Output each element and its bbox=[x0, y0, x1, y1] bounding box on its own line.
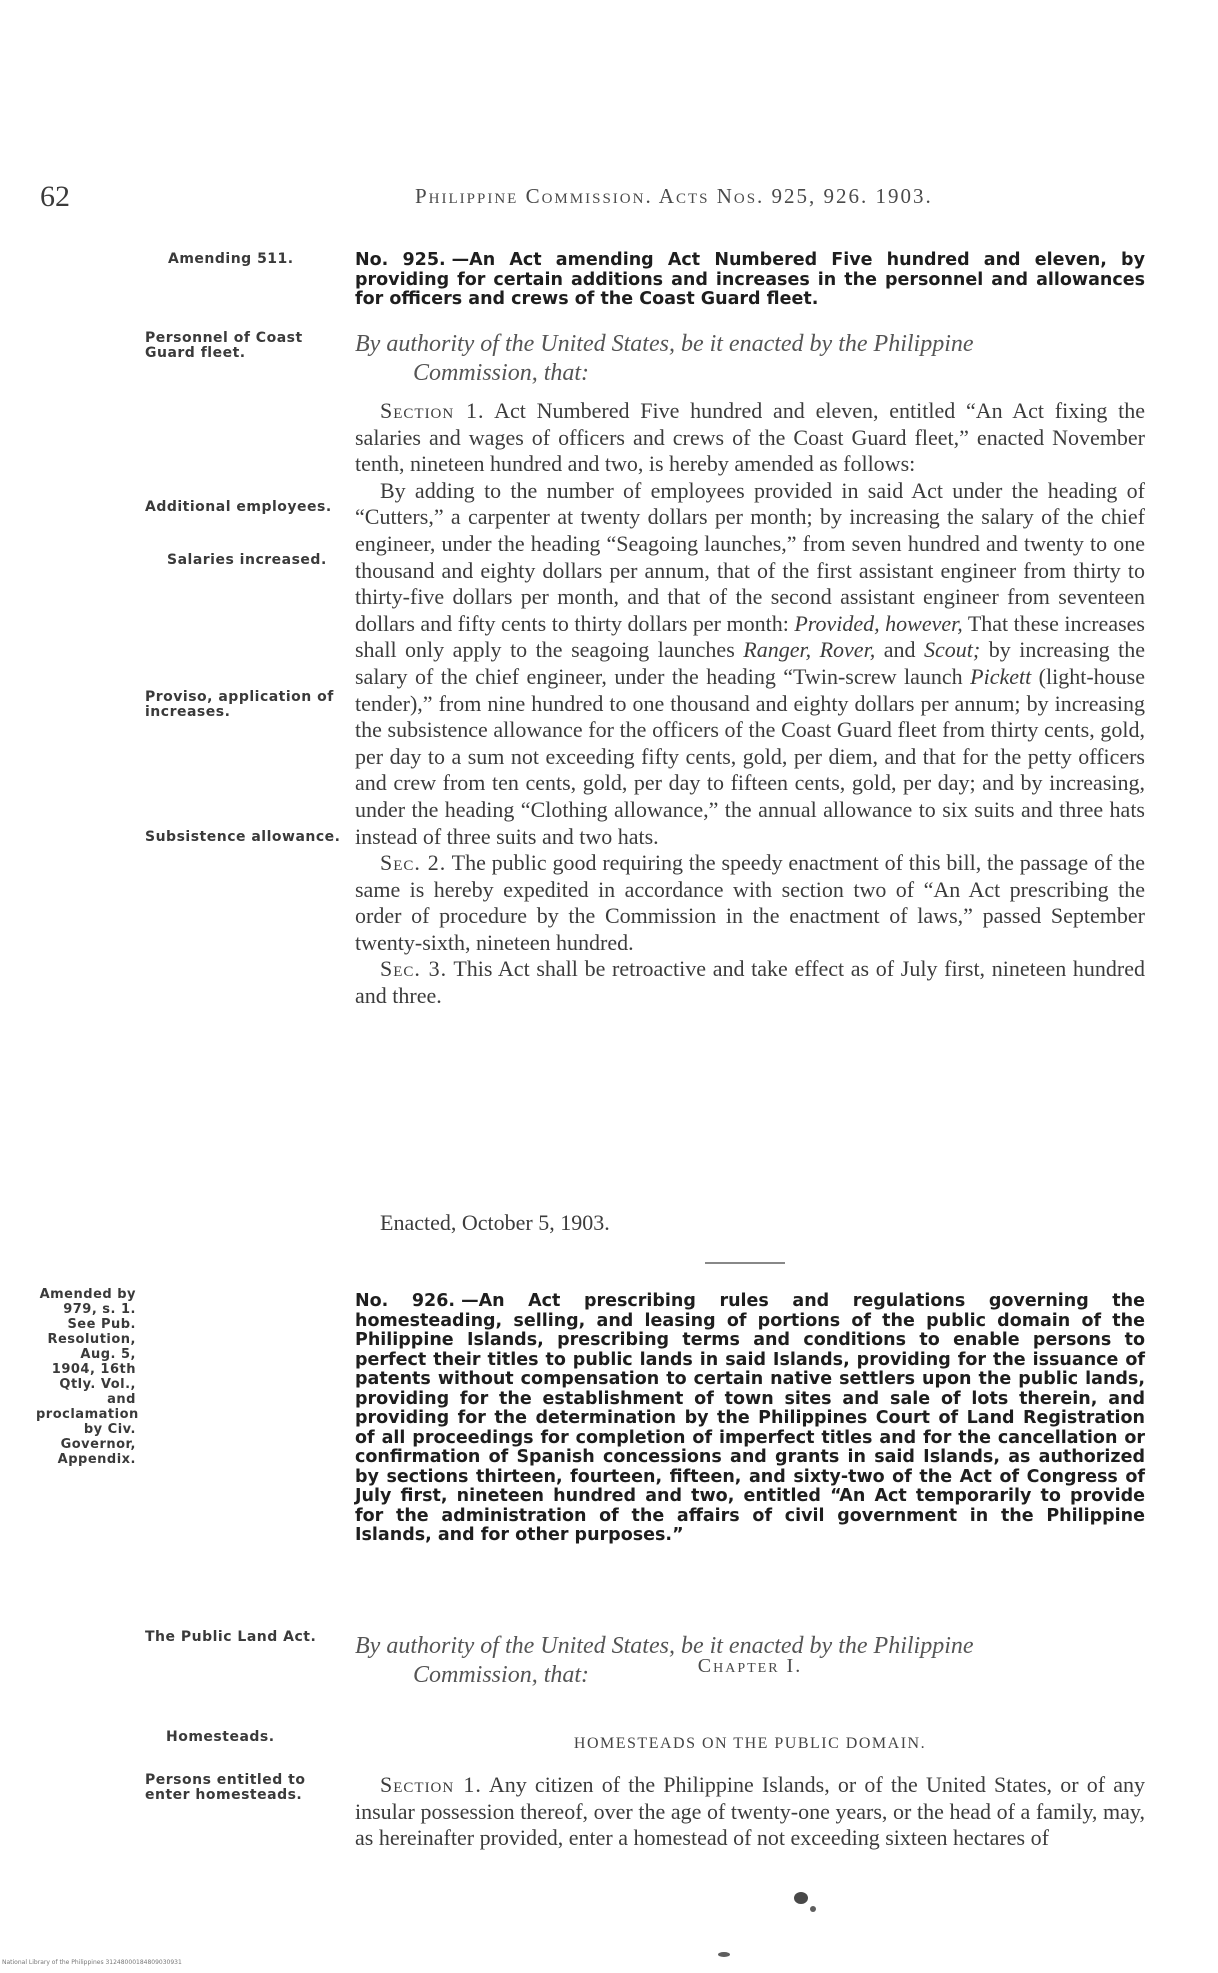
margin-note-amending-511: Amending 511. bbox=[168, 251, 294, 267]
vessel-name-pickett: Pickett bbox=[970, 663, 1032, 689]
chapter-subheading: HOMESTEADS ON THE PUBLIC DOMAIN. bbox=[573, 1735, 927, 1752]
margin-note-additional-employees: Additional employees. bbox=[145, 499, 332, 515]
act-925-section-2 bbox=[355, 850, 1145, 956]
act-925-enacted-date: Enacted, October 5, 1903. bbox=[380, 1210, 610, 1235]
act-925-section-3-label: Sec. 3. bbox=[380, 956, 448, 982]
section-divider bbox=[705, 1262, 785, 1264]
act-926-enacting-line-2: Commission, that: bbox=[413, 1662, 590, 1688]
margin-note-subsistence: Subsistence allowance. bbox=[145, 829, 341, 845]
act-925-section-1-label: Section 1. bbox=[380, 398, 485, 423]
act-926-number: No. 926. bbox=[355, 1291, 456, 1311]
amendment-text-c: and bbox=[875, 637, 924, 663]
vessel-name-ranger-rover: Ranger, Rover, bbox=[743, 637, 876, 663]
act-925-section-2-label: Sec. 2. bbox=[380, 850, 447, 876]
margin-note-proviso: Proviso, application of increases. bbox=[145, 689, 334, 720]
amendment-text-e: (light-house tender),” from nine hundred to one thousand and eighty dollars per annum; by increasing the subsistence allowance for the officers of the Coast Guard fleet from thirty cents, gold, per day to a sum not exceeding fifty cents, gold, per diem, and that for the petty officers and crew from ten cents, gold, per day to fifteen cents, gold, per day; and by increasing, under the heading “Clothing allowance,” the annual allowance to six suits and three hats instead of three suits and two hats. bbox=[355, 663, 1145, 849]
act-925-section-3-text: This Act shall be retroactive and take effect as of July first, nineteen hundred and three. bbox=[355, 956, 1145, 1009]
act-926-title-text: —An Act prescribing rules and regulations governing the homesteading, selling, and leasing of portions of the public domain of the Philippine Islands, prescribing terms and conditions to enable persons to perfect their titles to public lands in said Islands, providing for the issuance of patents without compensation to certain native settlers upon the public lands, providing for the establishment of town sites and sale of lots therein, and providing for the determination by the Philippines Court of Land Registration of all proceedings for completion of imperfect titles and for the cancellation or confirmation of Spanish concessions and grants in said Islands, as authorized by sections thirteen, fourteen, fifteen, and sixty-two of the Act of Congress of July first, nineteen hundred and two, entitled “An Act temporarily to provide for the administration of the affairs of civil government in the Philippine Islands, and for other purposes.” bbox=[355, 1291, 1146, 1545]
margin-note-persons-entitled: Persons entitled to enter homesteads. bbox=[145, 1772, 306, 1803]
act-925-section-1-text: Act Numbered Five hundred and eleven, entitled “An Act fixing the salaries and wages of officers and crews of the Coast Guard fleet,” enacted November tenth, nineteen hundred and two, is hereby amended as follows: bbox=[355, 398, 1145, 477]
act-925-body bbox=[355, 398, 1145, 1010]
page-number: 62 bbox=[40, 180, 70, 213]
act-926-section-1-label: Section 1. bbox=[380, 1772, 482, 1797]
act-925-title-text: —An Act amending Act Numbered Five hundred and eleven, by providing for certain additions and increases in the personnel and allowances for officers and crews of the Coast Guard fleet. bbox=[355, 250, 1145, 309]
amendment-text-d: by increasing the salary of the chief engineer, under the heading “Twin-screw launch bbox=[355, 637, 1146, 689]
act-925-number: No. 925. bbox=[355, 250, 446, 270]
act-925-section-1-amendments bbox=[355, 478, 1145, 850]
act-925-section-2-text: The public good requiring the speedy enactment of this bill, the passage of the same is hereby expedited in accordance with section two of “An Act prescribing the order of procedure by the Commission in the enactment of laws,” passed September twenty-sixth, nineteen hundred. bbox=[355, 850, 1146, 955]
margin-note-salaries-increased: Salaries increased. bbox=[167, 552, 327, 568]
scan-blot bbox=[794, 1892, 808, 1904]
act-925-enacting-line-1: By authority of the United States, be it enacted by the Philippine bbox=[355, 331, 974, 357]
proviso-term: Provided, however, bbox=[794, 610, 963, 636]
scan-imprint: National Library of the Philippines 31248000184809030931 bbox=[2, 1959, 182, 1966]
margin-note-amended-by: Amended by 979, s. 1. See Pub. Resolution, Aug. 5, 1904, 16th Qtly. Vol., and proclamation by Civ. Governor, Appendix. bbox=[36, 1287, 139, 1467]
act-925-enacting-line-2: Commission, that: bbox=[413, 360, 590, 386]
act-926-section-1-text: Any citizen of the Philippine Islands, or of the United States, or of any insular possession thereof, over the age of twenty-one years, or the head of a family, may, as hereinafter provided, enter a homestead of not exceeding sixteen hectares of bbox=[355, 1772, 1145, 1851]
margin-note-public-land-act: The Public Land Act. bbox=[145, 1629, 317, 1645]
running-head: Philippine Commission. Acts Nos. 925, 926. 1903. bbox=[415, 184, 933, 208]
margin-note-personnel: Personnel of Coast Guard fleet. bbox=[145, 330, 303, 361]
margin-note-homesteads: Homesteads. bbox=[166, 1729, 275, 1745]
chapter-heading: Chapter I. bbox=[697, 1655, 803, 1677]
act-926-title bbox=[355, 1292, 1145, 1546]
act-925-title bbox=[355, 251, 1145, 310]
scan-blot bbox=[718, 1952, 730, 1957]
scan-blot bbox=[810, 1906, 816, 1912]
act-925-section-3 bbox=[355, 956, 1145, 1009]
act-925-enacting-clause bbox=[355, 330, 1145, 388]
act-926-section-1 bbox=[355, 1772, 1145, 1852]
amendment-text-b: That these increases shall only apply to the seagoing launches bbox=[355, 610, 1145, 663]
act-925-section-1 bbox=[355, 398, 1145, 478]
vessel-name-scout: Scout; bbox=[924, 637, 981, 663]
amendment-text-a: By adding to the number of employees provided in said Act under the heading of “Cutters,” a carpenter at twenty dollars per month; by increasing the salary of the chief engineer, under the heading “Seagoing launches,” from seven hundred and twenty to one thousand and eighty dollars per annum, that of the first assistant engineer from thirty to thirty-five dollars per month, and that of the second assistant engineer from seventeen dollars and fifty cents to thirty dollars per month: bbox=[355, 477, 1145, 636]
act-926-body bbox=[355, 1772, 1145, 1852]
act-926-enacting-line-1: By authority of the United States, be it enacted by the Philippine bbox=[355, 1633, 974, 1659]
